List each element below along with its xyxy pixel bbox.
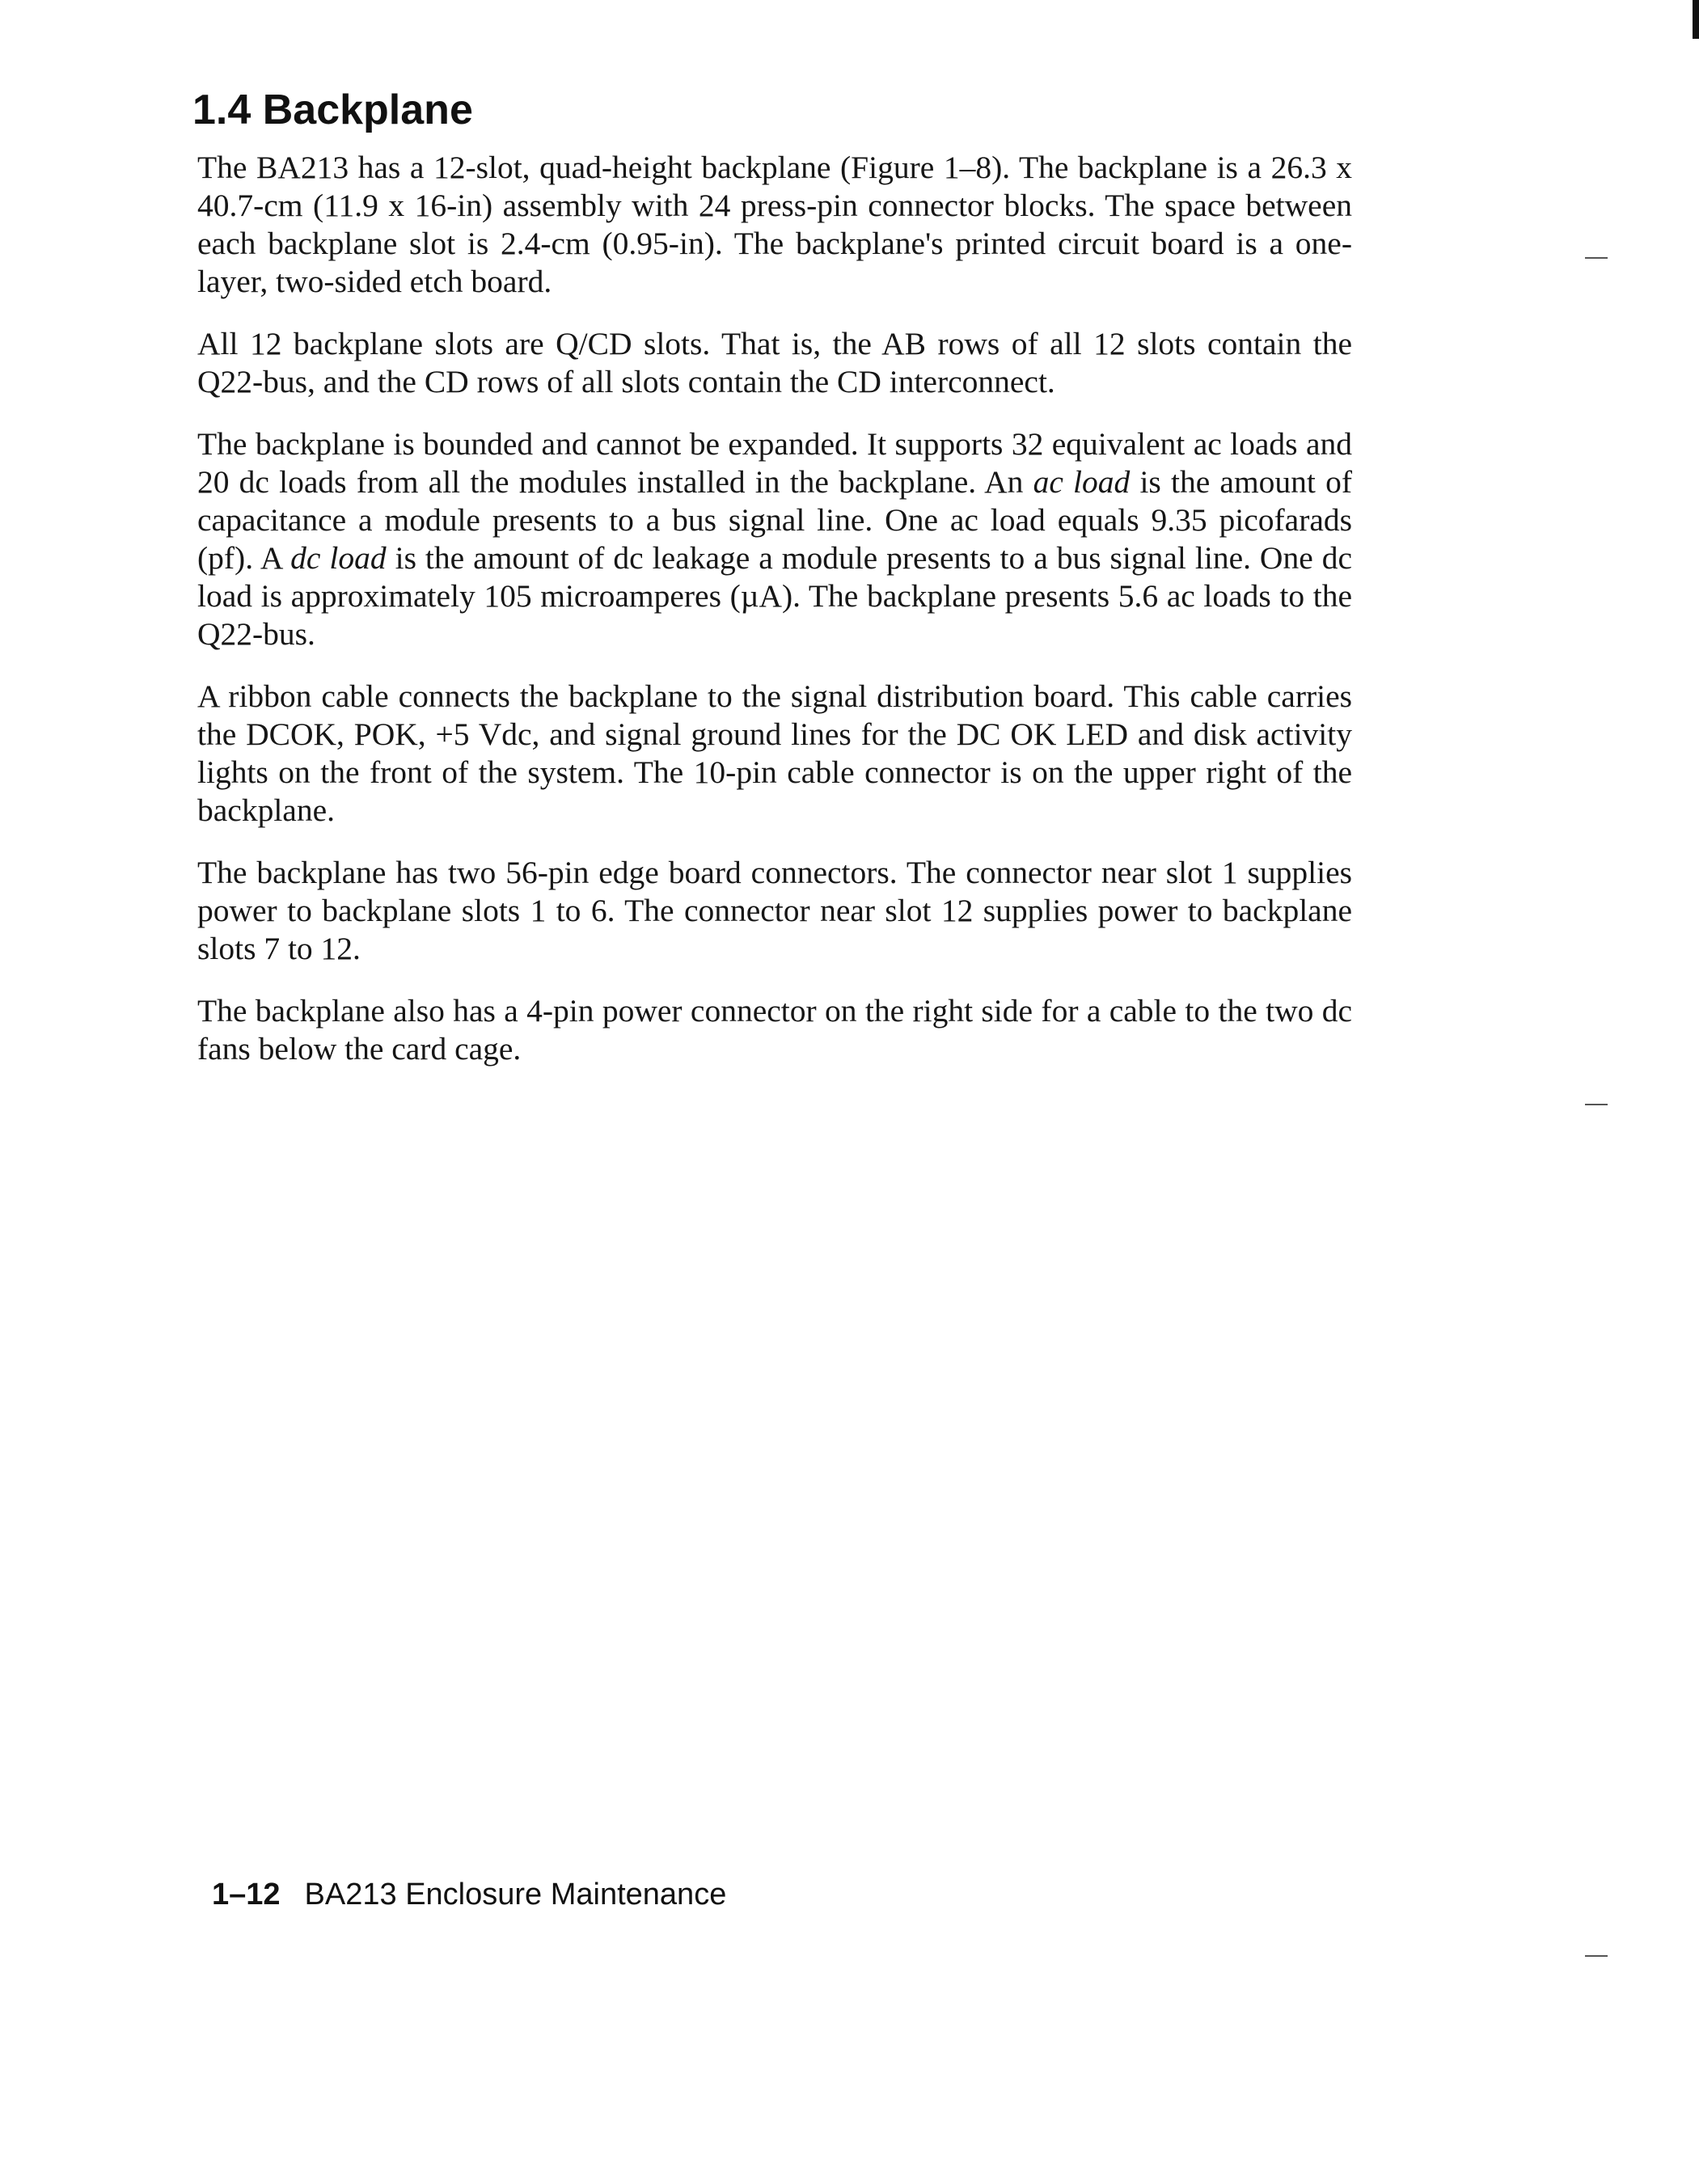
term-dc-load: dc load	[290, 540, 387, 576]
loads-text-part2: is the amount of capacitance a module presents to a bus signal line. One ac load equals 9.35 picofarads (pf). A	[197, 464, 1352, 576]
paragraph-loads	[197, 425, 1352, 653]
margin-mark	[1585, 257, 1608, 259]
body-text	[197, 149, 1352, 1092]
term-ac-load: ac load	[1033, 464, 1131, 500]
section-title: 1.4 Backplane	[192, 87, 473, 133]
margin-mark	[1585, 1955, 1608, 1957]
paragraph-slots: All 12 backplane slots are Q/CD slots. That is, the AB rows of all 12 slots contain the Q22-bus, and the CD rows of all slots contain the CD interconnect.	[197, 326, 1352, 399]
loads-text-part3: is the amount of dc leakage a module presents to a bus signal line. One dc load is approximately 105 microamperes (µA). The backplane presents 5.6 ac loads to the Q22-bus.	[197, 540, 1352, 652]
page-footer	[212, 1874, 726, 1915]
margin-mark	[1585, 1104, 1608, 1105]
paragraph-edge-connectors: The backplane has two 56-pin edge board connectors. The connector near slot 1 supplies power to backplane slots 1 to 6. The connector near slot 12 supplies power to backplane slots 7 to 12.	[197, 855, 1352, 966]
paragraph-ribbon-cable: A ribbon cable connects the backplane to the signal distribution board. This cable carries the DCOK, POK, +5 Vdc, and signal ground lines for the DC OK LED and disk activity lights on the front of the system. The 10-pin cable connector is on the upper right of the backplane.	[197, 678, 1352, 828]
manual-title: BA213 Enclosure Maintenance	[304, 1878, 727, 1912]
edge-scan-bar	[1693, 0, 1699, 39]
paragraph-backplane-overview: The BA213 has a 12-slot, quad-height backplane (Figure 1–8). The backplane is a 26.3 x 40.7-cm (11.9 x 16-in) assembly with 24 press-pin connector blocks. The space between each backplane slot is 2.4-cm (0.95-in). The backplane's printed circuit board is a one-layer, two-sided etch board.	[197, 150, 1352, 299]
paragraph-power-connector: The backplane also has a 4-pin power connector on the right side for a cable to the two dc fans below the card cage.	[197, 993, 1352, 1067]
page-number: 1–12	[212, 1878, 281, 1912]
loads-text-part1: The backplane is bounded and cannot be expanded. It supports 32 equivalent ac loads and 20 dc loads from all the modules installed in the backplane. An	[197, 426, 1352, 500]
